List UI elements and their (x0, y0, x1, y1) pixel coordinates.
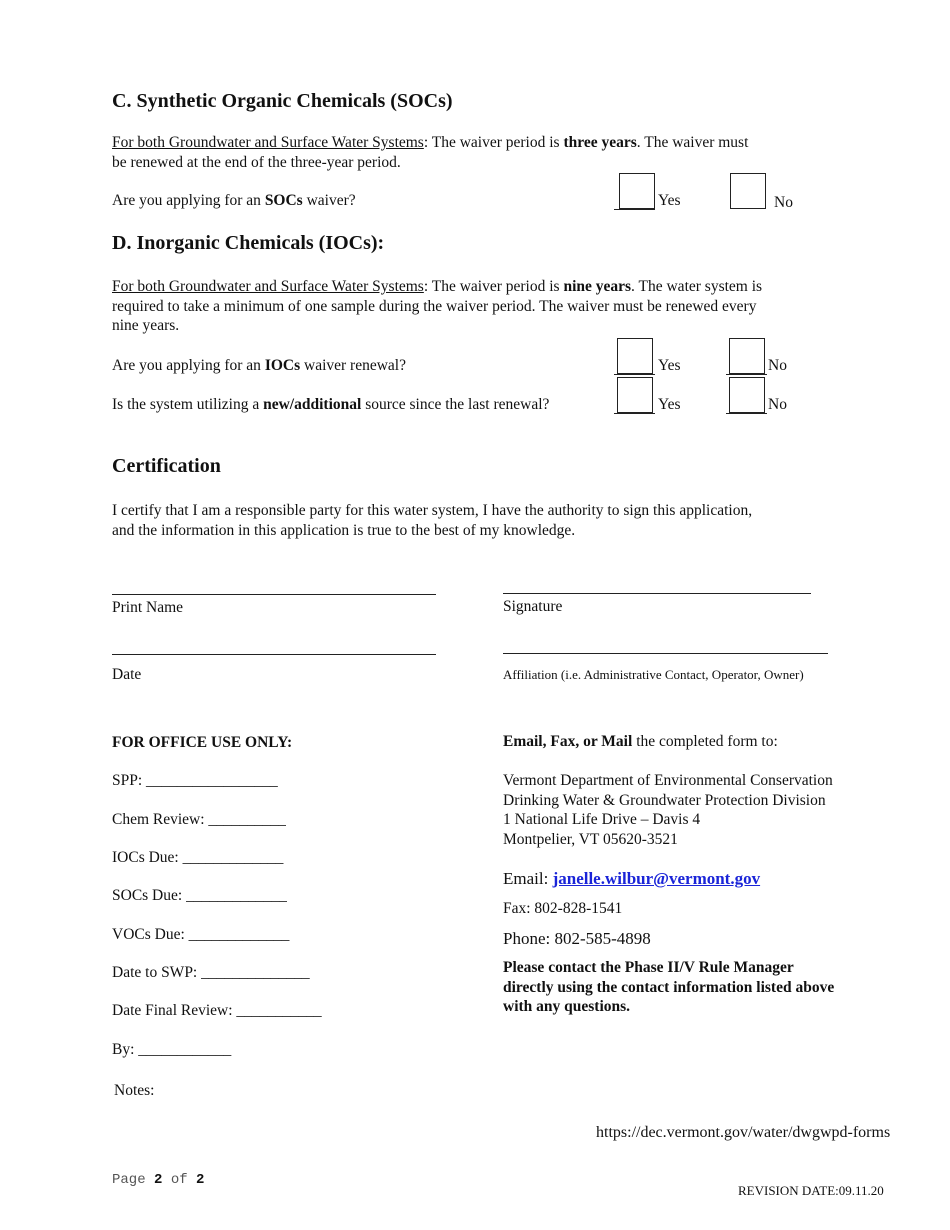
office-field-by: By: ____________ (112, 1041, 232, 1058)
soc-period: three years (563, 134, 637, 151)
soc-description: For both Groundwater and Surface Water Systems: The waiver period is three years. The waiver must be renewed at the end of the three-year period. (112, 134, 749, 171)
contact-phone: Phone: 802-585-4898 (503, 929, 651, 948)
revision-date: REVISION DATE:09.11.20 (738, 1183, 884, 1198)
ioc-systems-label: For both Groundwater and Surface Water Systems (112, 278, 424, 295)
office-field-date-to-swp: Date to SWP: ______________ (112, 964, 310, 981)
ioc-description: For both Groundwater and Surface Water Systems: The waiver period is nine years. The water system is required to take a minimum of one sample during the waiver period. The waiver must be renewed every nine years. (112, 278, 763, 334)
contact-note: Please contact the Phase II/V Rule Manager directly using the contact information listed above with any questions. (503, 959, 835, 1015)
office-field-chem-review: Chem Review: __________ (112, 811, 286, 828)
ioc-question-new-source: Is the system utilizing a new/additional source since the last renewal? (112, 396, 550, 413)
ioc-source-yes-checkbox[interactable] (617, 377, 653, 413)
office-use-heading: FOR OFFICE USE ONLY: (112, 734, 293, 751)
ioc-heading: D. Inorganic Chemicals (IOCs): (112, 232, 385, 254)
office-field-date-final-review: Date Final Review: ___________ (112, 1002, 322, 1019)
office-notes-label: Notes: (114, 1082, 155, 1099)
affiliation-line[interactable] (503, 653, 828, 654)
ioc-renewal-yes-checkbox[interactable] (617, 338, 653, 374)
soc-heading: C. Synthetic Organic Chemicals (SOCs) (112, 90, 453, 112)
soc-systems-label: For both Groundwater and Surface Water Systems (112, 134, 424, 151)
soc-yes-checkbox[interactable] (619, 173, 655, 209)
signature-line[interactable] (503, 593, 811, 594)
ioc-source-yes-label: Yes (658, 396, 681, 413)
ioc-renewal-no-checkbox[interactable] (729, 338, 765, 374)
signature-label: Signature (503, 598, 563, 615)
soc-yes-label: Yes (658, 192, 681, 209)
date-line[interactable] (112, 654, 436, 655)
contact-intro: Email, Fax, or Mail the completed form to: (503, 733, 778, 750)
office-field-socs-due: SOCs Due: _____________ (112, 887, 287, 904)
contact-email-row: Email: janelle.wilbur@vermont.gov (503, 869, 761, 888)
soc-yes-underline (614, 209, 655, 210)
ioc-period: nine years (563, 278, 632, 295)
ioc-source-yes-underline (614, 413, 655, 414)
date-label: Date (112, 666, 142, 683)
ioc-source-no-checkbox[interactable] (729, 377, 765, 413)
soc-question: Are you applying for an SOCs waiver? (112, 192, 356, 209)
ioc-renewal-no-underline (726, 374, 767, 375)
office-field-spp: SPP: _________________ (112, 772, 278, 789)
ioc-renewal-yes-label: Yes (658, 357, 681, 374)
ioc-question-renewal: Are you applying for an IOCs waiver renewal? (112, 357, 406, 374)
soc-no-label: No (774, 194, 793, 211)
affiliation-label: Affiliation (i.e. Administrative Contact, Operator, Owner) (503, 667, 804, 682)
ioc-renewal-yes-underline (614, 374, 655, 375)
soc-no-checkbox[interactable] (730, 173, 766, 209)
ioc-source-no-underline (726, 413, 767, 414)
certification-heading: Certification (112, 455, 221, 477)
print-name-line[interactable] (112, 594, 436, 595)
certification-statement: I certify that I am a responsible party for this water system, I have the authority to sign this application, and the information in this application is true to the best of my knowledge. (112, 502, 753, 539)
print-name-label: Print Name (112, 599, 184, 616)
contact-fax: Fax: 802-828-1541 (503, 900, 623, 917)
page-number: Page 2 of 2 (112, 1172, 205, 1188)
footer-url: https://dec.vermont.gov/water/dwgwpd-forms (596, 1124, 891, 1141)
office-field-vocs-due: VOCs Due: _____________ (112, 926, 290, 943)
contact-email-link[interactable]: janelle.wilbur@vermont.gov (552, 869, 761, 888)
ioc-source-no-label: No (768, 396, 787, 413)
contact-address: Vermont Department of Environmental Conservation Drinking Water & Groundwater Protection Division 1 National Life Drive – Davis 4 Montpelier, VT 05620-3521 (503, 772, 833, 848)
ioc-renewal-no-label: No (768, 357, 787, 374)
office-field-iocs-due: IOCs Due: _____________ (112, 849, 284, 866)
